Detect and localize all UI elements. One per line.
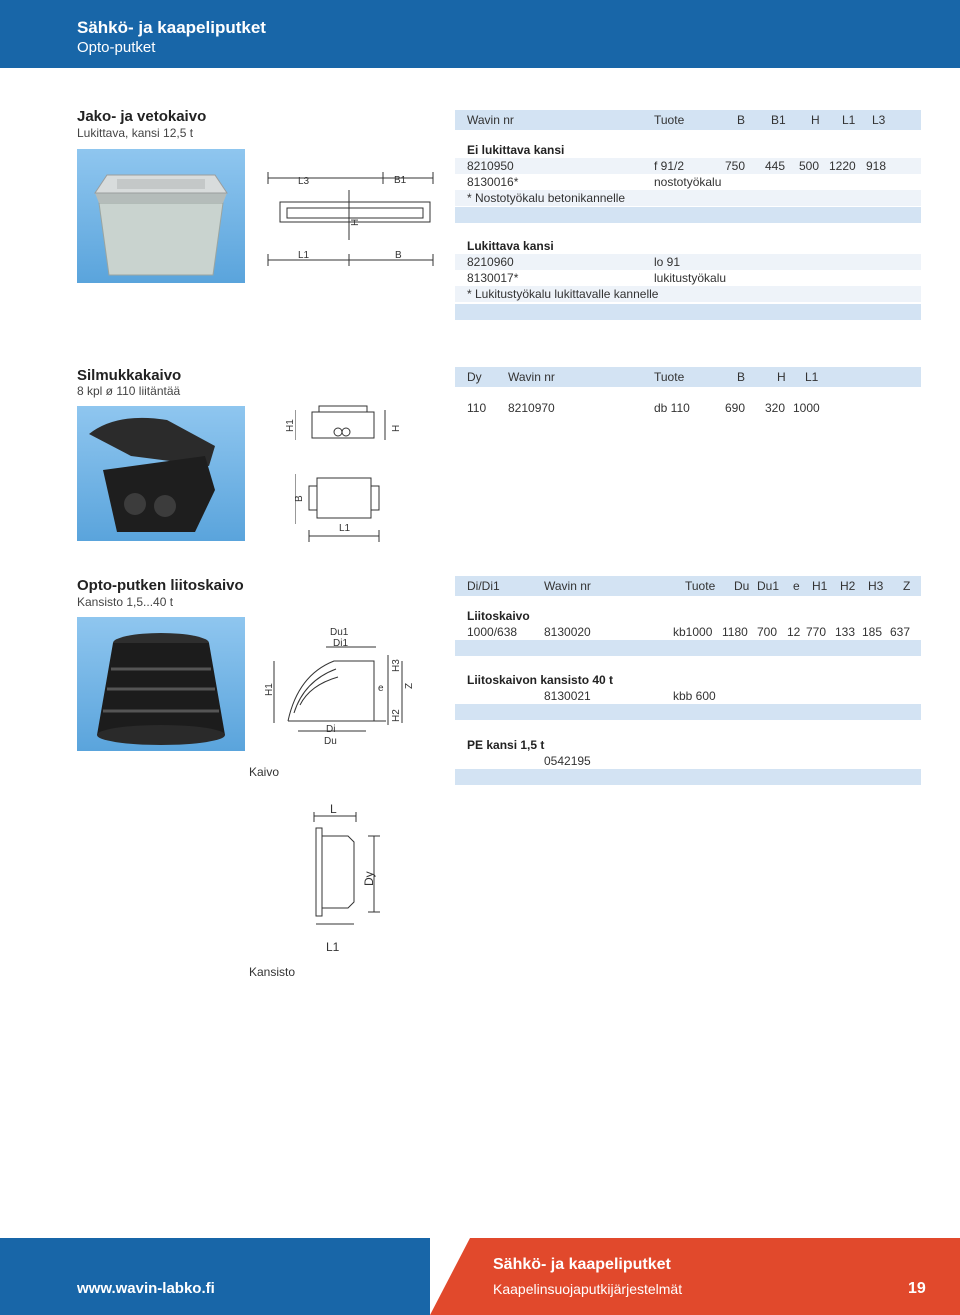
technical-drawing-silmukka [295,400,395,542]
table-row: 8210950 f 91/2 750 445 500 1220 918 [455,158,921,174]
separator-band [455,769,921,785]
table-row: 8130021 kbb 600 [544,689,716,703]
product-photo-liitoskaivo [77,617,245,751]
caption-kansisto: Kansisto [249,965,296,979]
table-row: 1000/638 8130020 kb1000 1180 700 12 770 133 185 637 [467,625,911,639]
dim-b1: B1 [394,175,407,186]
footer-band-right [430,1238,960,1315]
dim-du1: Du1 [330,627,349,638]
dim-z: Z [404,682,415,689]
caption-kaivo: Kaivo [249,765,280,779]
section-subtitle-silmukka: 8 kpl ø 110 liitäntää [77,384,181,398]
dim-l: L [330,802,337,816]
dim-di1: Di1 [333,638,349,649]
dim-h2: H2 [391,709,402,722]
group-title-ei-lukittava: Ei lukittava kansi [467,143,565,157]
dim-h1: H1 [264,683,275,696]
footer-subtitle: Kaapelinsuojaputkijärjestelmät [493,1281,683,1297]
dim-di: Di [326,724,336,735]
separator-band [455,304,921,320]
page-subtitle: Opto-putket [77,39,156,56]
dim-dy: Dy [362,871,376,886]
section-title-jako: Jako- ja vetokaivo [77,108,207,125]
dim-h: H [350,218,361,226]
table-row: 110 8210970 db 110 690 320 1000 [467,401,820,415]
section-subtitle-liitoskaivo: Kansisto 1,5...40 t [77,595,174,609]
dim-du: Du [324,736,337,747]
dim-h: H [391,424,402,432]
section-title-liitoskaivo: Opto-putken liitoskaivo [77,577,244,594]
dim-b: B [395,250,402,261]
dim-b: B [294,495,305,502]
group-title-liitoskaivo: Liitoskaivo [467,609,530,623]
table-header-silmukka: Dy Wavin nr Tuote B H L1 [455,367,921,387]
footer-band-left [0,1238,430,1315]
table-row: 8130017* lukitustyökalu [467,271,727,285]
separator-band [455,704,921,720]
dim-h3: H3 [391,659,402,672]
table-header-jako: Wavin nr Tuote B B1 H L1 L3 [455,110,921,130]
separator-band [455,640,921,656]
footer-url-link[interactable]: www.wavin-labko.fi [77,1280,215,1297]
group-title-pe-kansi: PE kansi 1,5 t [467,738,545,752]
table-row: 8130016* nostotyökalu [467,175,722,189]
table-header-liitoskaivo: Di/Di1 Wavin nr Tuote Du Du1 e H1 H2 H3 Z [455,576,921,596]
table-note: * Nostotyökalu betonikannelle [455,190,921,206]
dim-l3: L3 [298,176,310,187]
table-row: 8210960 lo 91 [455,254,921,270]
table-note: * Lukitustyökalu lukittavalle kannelle [455,286,921,302]
dim-e: e [378,683,384,694]
dim-l1: L1 [339,523,351,534]
section-title-silmukka: Silmukkakaivo [77,367,182,384]
dim-h1: H1 [285,419,296,432]
product-photo-silmukka [77,406,245,541]
dim-l1: L1 [298,250,310,261]
section-subtitle-jako: Lukittava, kansi 12,5 t [77,126,194,140]
footer-brand: Sähkö- ja kaapeliputket [493,1256,671,1273]
group-title-lukittava: Lukittava kansi [467,239,554,253]
page-title: Sähkö- ja kaapeliputket [77,18,266,37]
dim-l1-kansisto: L1 [326,940,340,954]
group-title-kansisto: Liitoskaivon kansisto 40 t [467,673,614,687]
separator-band [455,207,921,223]
table-row: 0542195 [544,754,591,768]
page-number: 19 [908,1280,926,1297]
product-photo-jako [77,149,245,283]
